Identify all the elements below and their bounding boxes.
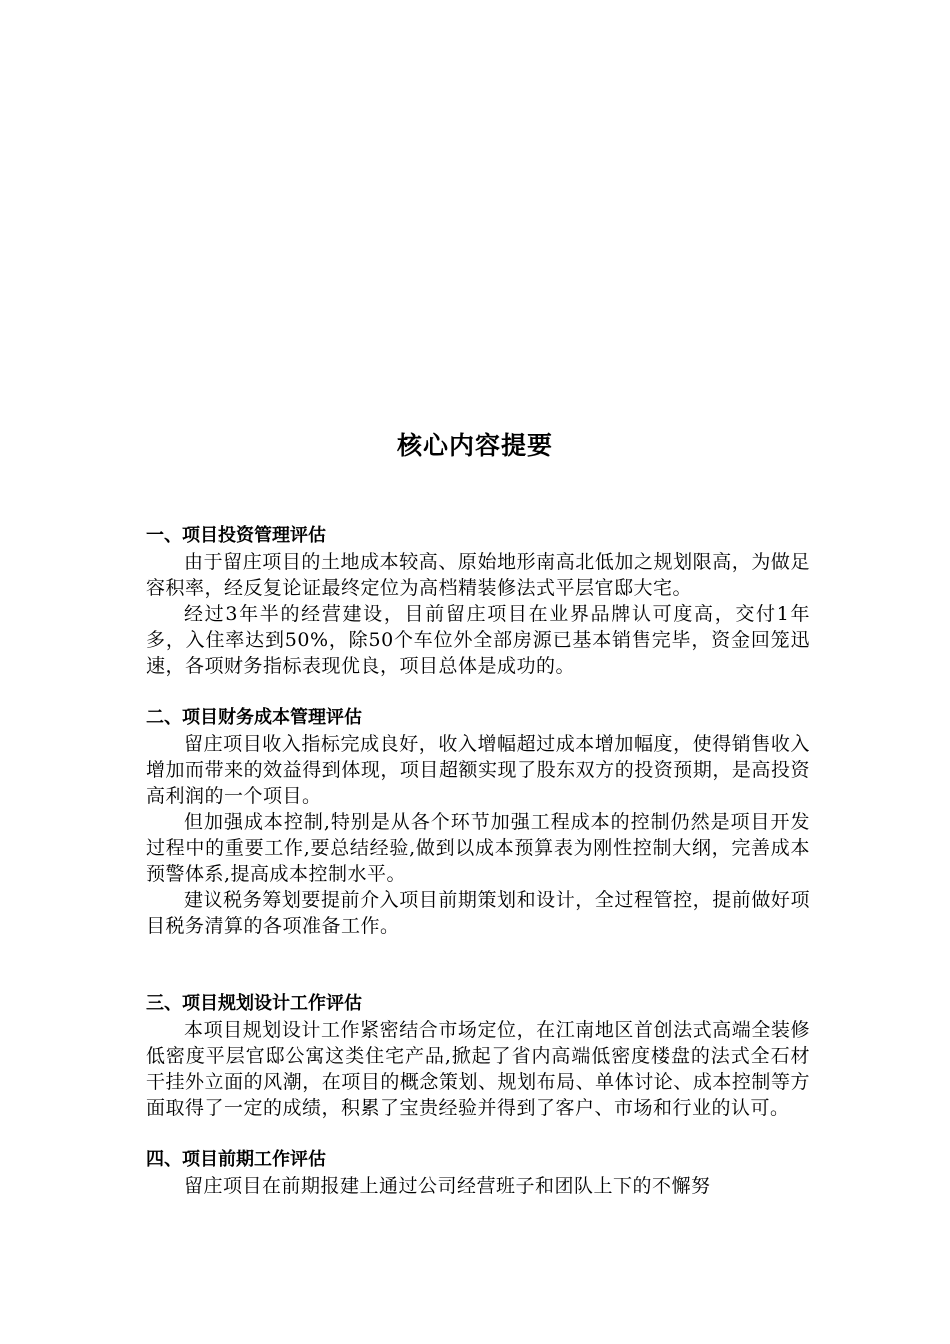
section-spacer bbox=[146, 939, 810, 991]
section-spacer bbox=[146, 679, 810, 705]
paragraph: 但加强成本控制,特别是从各个环节加强工程成本的控制仍然是项目开发过程中的重要工作,要总结经验,做到以成本预算表为刚性控制大纲，完善成本预警体系,提高成本控制水平。 bbox=[146, 811, 810, 885]
paragraph: 建议税务筹划要提前介入项目前期策划和设计，全过程管控，提前做好项目税务清算的各项准备工作。 bbox=[146, 889, 810, 937]
document-body bbox=[146, 523, 810, 1199]
section-financial-cost-management bbox=[146, 705, 810, 939]
section-spacer bbox=[146, 1121, 810, 1147]
paragraph: 本项目规划设计工作紧密结合市场定位，在江南地区首创法式高端全装修低密度平层官邸公寓这类住宅产品,掀起了省内高端低密度楼盘的法式全石材干挂外立面的风潮，在项目的概念策划、规划布局、单体讨论、成本控制等方面取得了一定的成绩，积累了宝贵经验并得到了客户、市场和行业的认可。 bbox=[146, 1019, 810, 1119]
section-heading: 一、项目投资管理评估 bbox=[146, 525, 326, 546]
paragraph: 留庄项目收入指标完成良好，收入增幅超过成本增加幅度，使得销售收入增加而带来的效益得到体现，项目超额实现了股东双方的投资预期，是高投资高利润的一个项目。 bbox=[146, 733, 810, 807]
section-investment-management bbox=[146, 523, 810, 679]
section-preliminary-work bbox=[146, 1147, 810, 1199]
paragraph: 留庄项目在前期报建上通过公司经营班子和团队上下的不懈努 bbox=[184, 1175, 711, 1197]
section-heading: 三、项目规划设计工作评估 bbox=[146, 993, 362, 1014]
section-heading: 二、项目财务成本管理评估 bbox=[146, 707, 362, 728]
paragraph: 由于留庄项目的土地成本较高、原始地形南高北低加之规划限高，为做足容积率，经反复论证最终定位为高档精装修法式平层官邸大宅。 bbox=[146, 551, 810, 599]
section-planning-design bbox=[146, 991, 810, 1121]
paragraph: 经过3年半的经营建设，目前留庄项目在业界品牌认可度高，交付1年多，入住率达到50%，除50个车位外全部房源已基本销售完毕，资金回笼迅速，各项财务指标表现优良，项目总体是成功的。 bbox=[146, 603, 810, 677]
document-title: 核心内容提要 bbox=[396, 431, 553, 460]
section-heading: 四、项目前期工作评估 bbox=[146, 1149, 326, 1170]
